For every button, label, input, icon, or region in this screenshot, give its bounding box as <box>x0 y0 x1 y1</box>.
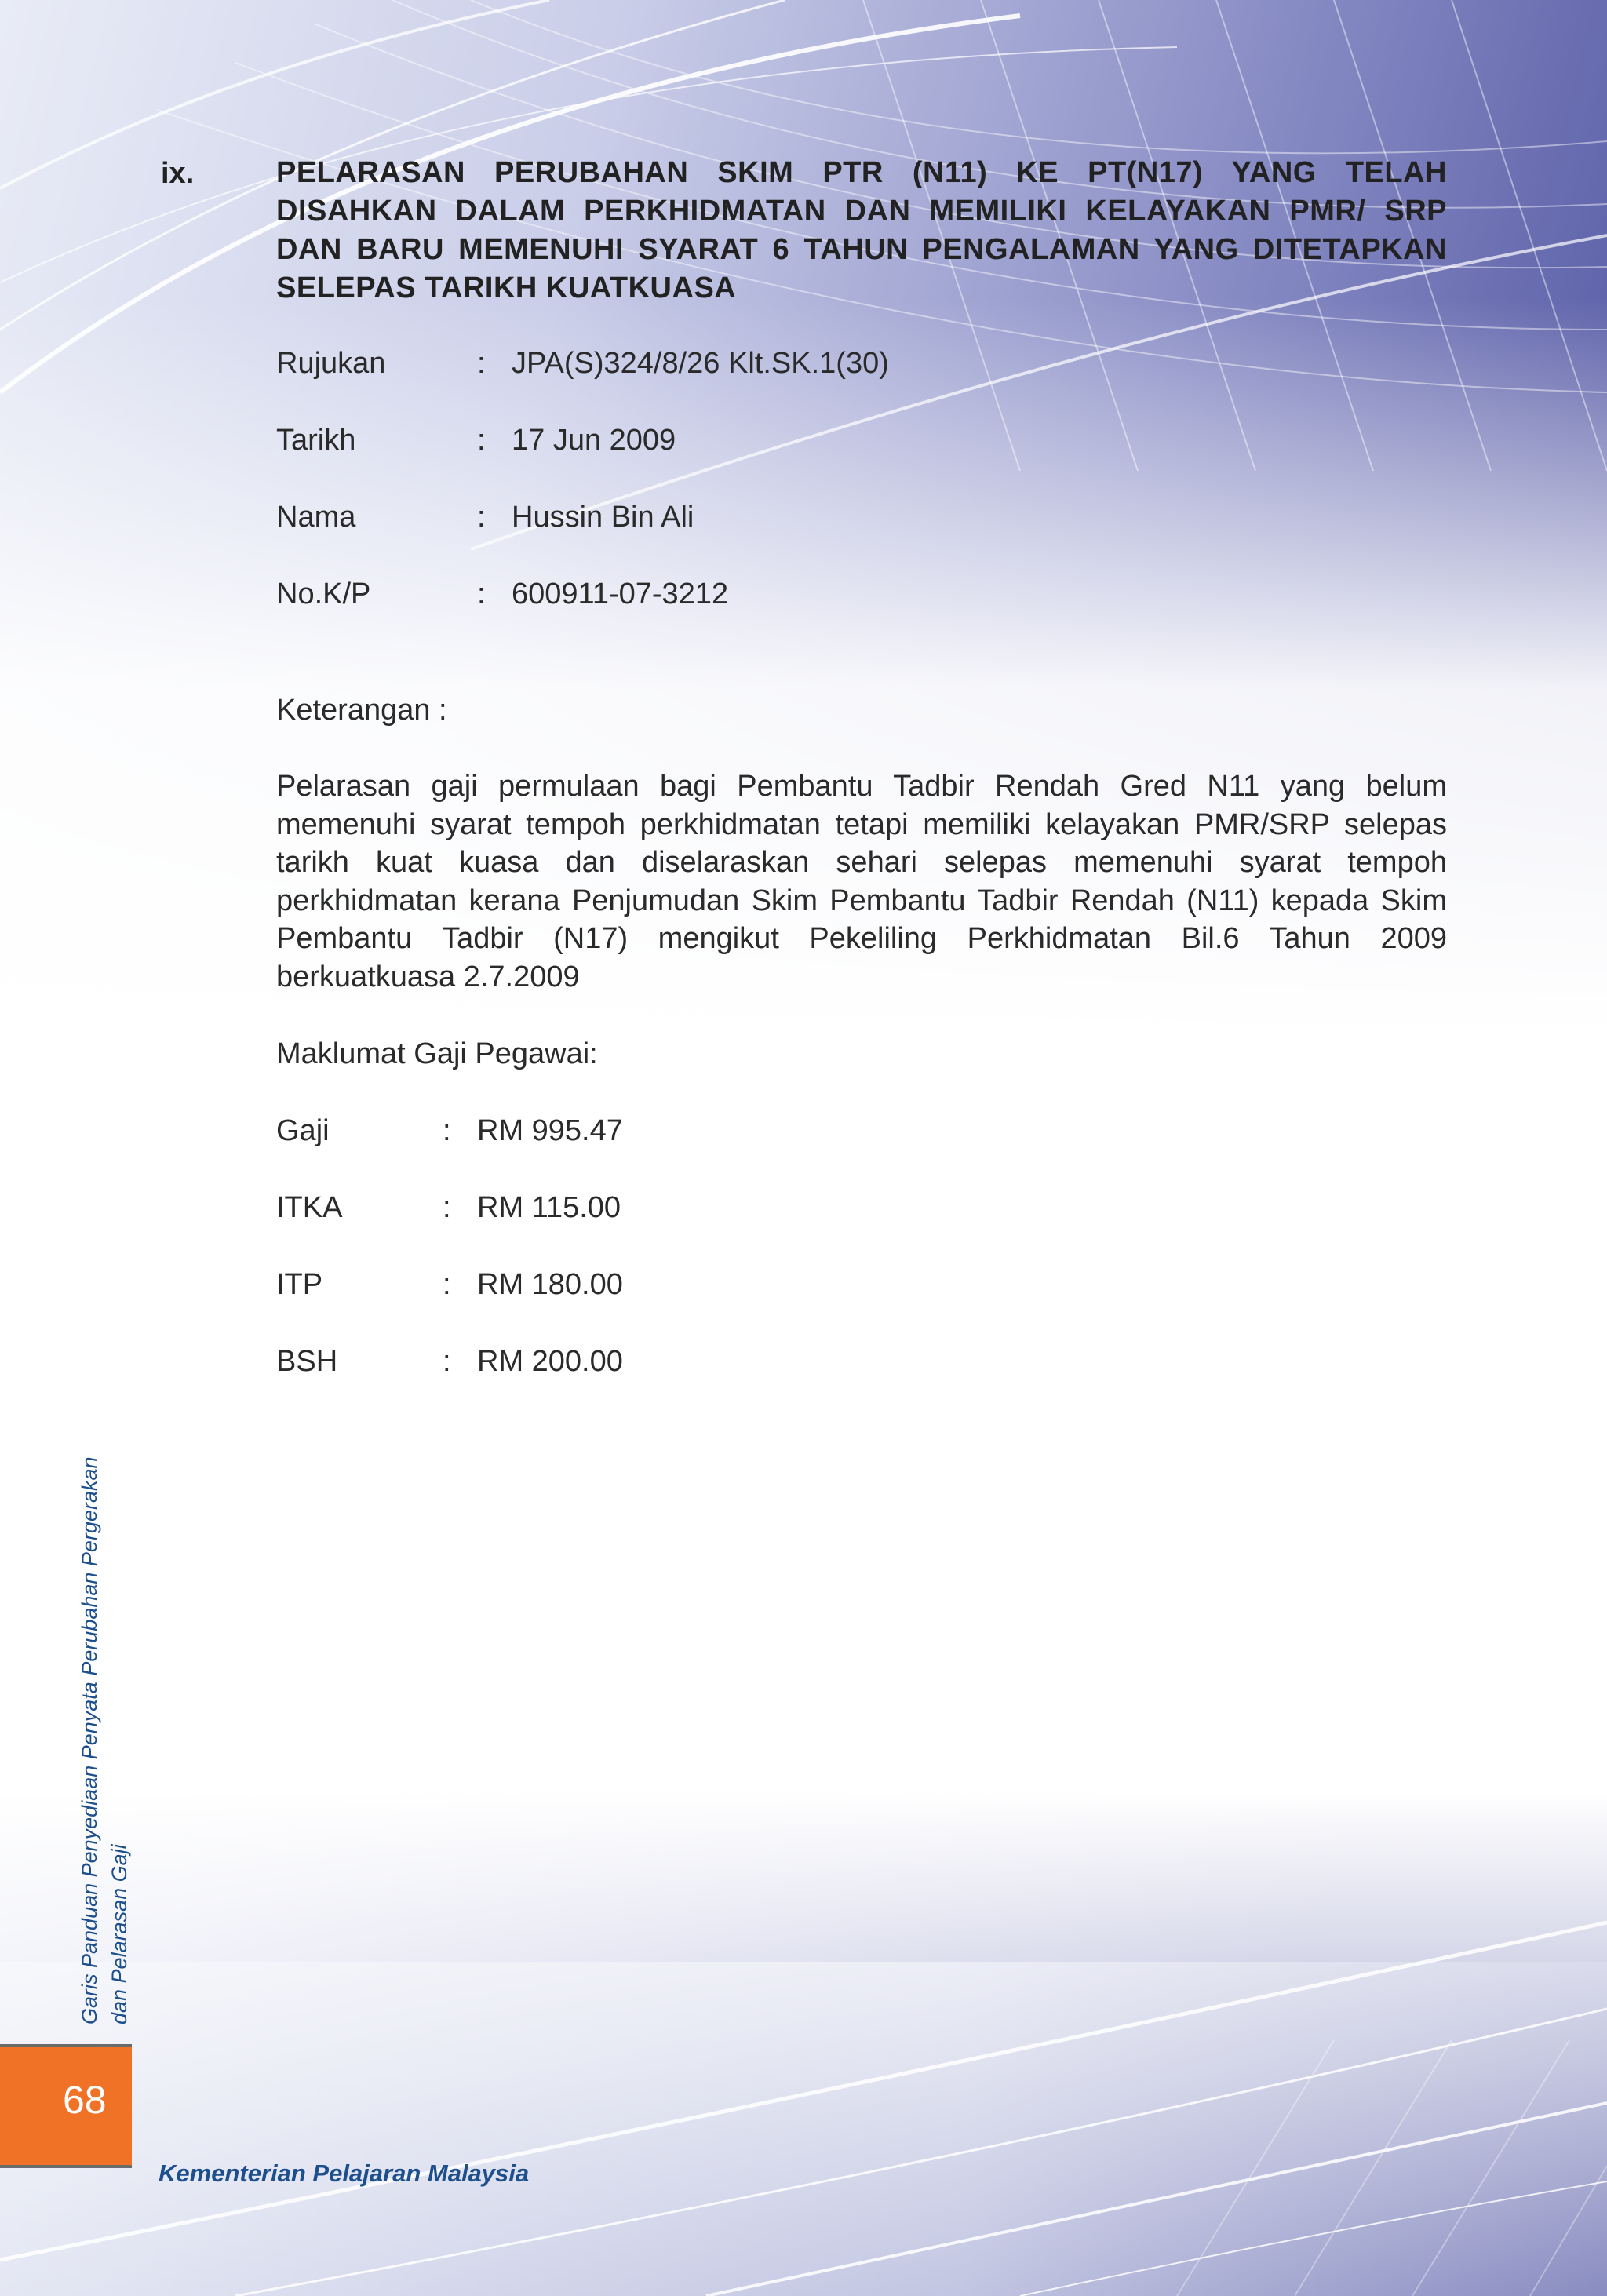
nokp-label: No.K/P <box>276 578 371 610</box>
separator: : <box>443 1268 451 1301</box>
separator: : <box>443 1191 451 1224</box>
separator: : <box>477 424 486 457</box>
itp-label: ITP <box>276 1268 323 1301</box>
nokp-value: 600911-07-3212 <box>512 578 729 610</box>
rujukan-label: Rujukan <box>276 347 386 380</box>
separator: : <box>477 501 486 534</box>
page-number: 68 <box>63 2078 107 2122</box>
rujukan-value: JPA(S)324/8/26 Klt.SK.1(30) <box>512 347 889 380</box>
gaji-label: Gaji <box>276 1114 330 1147</box>
section-heading: PELARASAN PERUBAHAN SKIM PTR (N11) KE PT(N17) YANG TELAH DISAHKAN DALAM PERKHIDMATAN DAN MEMILIKI KELAYAKAN PMR/ SRP DAN BARU MEMENUHI SYARAT 6 TAHUN PENGALAMAN YANG DITETAPKAN SELEPAS TARIKH KUATKUASA <box>276 156 1447 304</box>
page-number-box <box>0 2044 132 2168</box>
tarikh-label: Tarikh <box>276 424 356 457</box>
separator: : <box>477 347 486 380</box>
nama-value: Hussin Bin Ali <box>512 501 694 534</box>
sidebar-document-title <box>75 1456 134 2024</box>
footer-ministry-name: Kementerian Pelajaran Malaysia <box>159 2159 530 2187</box>
itka-label: ITKA <box>276 1191 343 1224</box>
salary-info-label: Maklumat Gaji Pegawai: <box>276 1037 598 1070</box>
gaji-value: RM 995.47 <box>477 1114 623 1147</box>
section-number: ix. <box>161 157 195 190</box>
sidebar-title-line2: dan Pelarasan Gaji <box>107 1844 131 2024</box>
keterangan-label: Keterangan : <box>276 694 447 727</box>
tarikh-value: 17 Jun 2009 <box>512 424 676 457</box>
separator: : <box>443 1345 451 1378</box>
nama-label: Nama <box>276 501 356 534</box>
itp-value: RM 180.00 <box>477 1268 623 1301</box>
sidebar-title-line1: Garis Panduan Penyediaan Penyata Perubahan Pergerakan <box>78 1456 101 2024</box>
bsh-label: BSH <box>276 1345 338 1378</box>
bsh-value: RM 200.00 <box>477 1345 623 1378</box>
keterangan-paragraph: Pelarasan gaji permulaan bagi Pembantu Tadbir Rendah Gred N11 yang belum memenuhi syarat tempoh perkhidmatan tetapi memiliki kelayakan PMR/SRP selepas tarikh kuat kuasa dan diselaraskan sehari selepas memenuhi syarat tempoh perkhidmatan kerana Penjumudan Skim Pembantu Tadbir Rendah (N11) kepada Skim Pembantu Tadbir (N17) mengikut Pekeliling Perkhidmatan Bil.6 Tahun 2009 berkuatkuasa 2.7.2009 <box>276 770 1447 993</box>
separator: : <box>477 578 486 610</box>
separator: : <box>443 1114 451 1147</box>
itka-value: RM 115.00 <box>477 1191 621 1224</box>
